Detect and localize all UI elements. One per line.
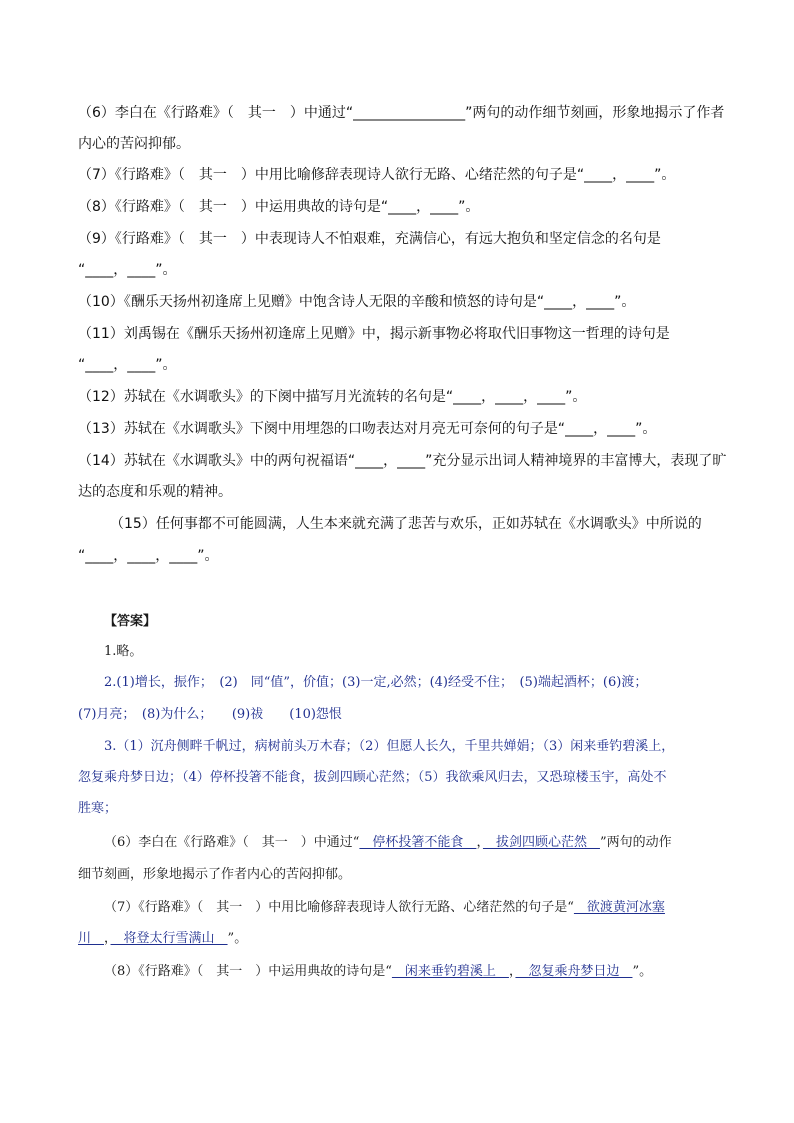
question-14-line2: 达的态度和乐观的精神。 xyxy=(78,484,232,500)
answer-7-blank-2: 将登太行雪满山 xyxy=(110,931,228,946)
answer-8-prefix: （8）《行路难》（ 其一 ）中运用典故的诗句是“ xyxy=(104,964,392,979)
answer-7-comma: ， xyxy=(104,931,111,946)
answer-7-suffix: ”。 xyxy=(227,931,248,946)
answer-heading: 【答案】 xyxy=(104,614,157,629)
answer-6-line2: 细节刻画，形象地揭示了作者内心的苦闷抑郁。 xyxy=(78,867,352,882)
answer-6-blank-2: 拔剑四顾心茫然 xyxy=(482,835,600,850)
answer-8-line1 xyxy=(104,962,652,982)
question-11-line2: “____，____”。 xyxy=(78,357,177,373)
answer-6-suffix: ”两句的动作 xyxy=(599,835,672,850)
answer-2-line2: (7)月亮； (8)为什么； (9)祓 (10)怨恨 xyxy=(78,707,342,722)
question-7: （7）《行路难》（ 其一 ）中用比喻修辞表现诗人欲行无路、心绪茫然的句子是“____，____”。 xyxy=(78,167,676,183)
answer-2-line1: 2.(1)增长，振作； (2) 同“值”，价值；(3)一定,必然；(4)经受不住； (5)端起酒杯；(6)渡； xyxy=(104,675,648,690)
answer-8-blank-2: 忽复乘舟梦日边 xyxy=(515,964,633,979)
question-11-line1: （11）刘禹锡在《酬乐天扬州初逢席上见赠》中，揭示新事物必将取代旧事物这一哲理的诗句是 xyxy=(78,326,670,342)
question-14-line1: （14）苏轼在《水调歌头》中的两句祝福语“____，____”充分显示出词人精神境界的丰富博大，表现了旷 xyxy=(78,453,727,469)
question-13: （13）苏轼在《水调歌头》下阕中用埋怨的口吻表达对月亮无可奈何的句子是“____，____”。 xyxy=(78,421,657,437)
question-6-line1: （6）李白在《行路难》（ 其一 ）中通过“________________”两句的动作细节刻画，形象地揭示了作者 xyxy=(78,105,725,121)
answer-6-line1 xyxy=(104,833,672,853)
answer-7-blank-1-cont: 川 xyxy=(78,931,105,946)
question-8: （8）《行路难》（ 其一 ）中运用典故的诗句是“____，____”。 xyxy=(78,199,480,215)
answer-8-comma: ， xyxy=(508,964,516,979)
answer-7-line2 xyxy=(78,929,247,949)
question-10: （10）《酬乐天扬州初逢席上见赠》中饱含诗人无限的辛酸和愤怒的诗句是“____，____”。 xyxy=(78,294,636,310)
answer-6-blank-1: 停杯投箸不能食 xyxy=(359,835,477,850)
answer-3-line1: 3.（1）沉舟侧畔千帆过，病树前头万木春；（2）但愿人长久，千里共婵娟；（3）闲来垂钓碧溪上， xyxy=(104,739,675,754)
question-6-line2: 内心的苦闷抑郁。 xyxy=(78,136,190,152)
answer-3-line3: 胜寒； xyxy=(78,801,118,816)
question-15-line1: （15）任何事都不可能圆满，人生本来就充满了悲苦与欢乐，正如苏轼在《水调歌头》中所说的 xyxy=(110,516,702,532)
answer-7-prefix: （7）《行路难》（ 其一 ）中用比喻修辞表现诗人欲行无路、心绪茫然的句子是“ xyxy=(104,900,574,915)
answer-1: 1.略。 xyxy=(104,644,143,659)
question-15-line2: “____，____，____”。 xyxy=(78,548,219,564)
answer-6-comma: ， xyxy=(476,835,483,850)
question-12: （12）苏轼在《水调歌头》的下阕中描写月光流转的名句是“____，____，____”。 xyxy=(78,389,587,405)
answer-8-blank-1: 闲来垂钓碧溪上 xyxy=(391,964,509,979)
question-9-line1: （9）《行路难》（ 其一 ）中表现诗人不怕艰难，充满信心，有远大抱负和坚定信念的名句是 xyxy=(78,231,661,247)
question-9-line2: “____，____”。 xyxy=(78,262,177,278)
answer-8-suffix: ”。 xyxy=(632,964,653,979)
answer-7-line1 xyxy=(104,898,665,918)
answer-7-blank-1: 欲渡黄河冰塞 xyxy=(573,900,665,915)
answer-3-line2: 忽复乘舟梦日边；（4）停杯投箸不能食，拔剑四顾心茫然；（5）我欲乘风归去，又恐琼楼玉宇，高处不 xyxy=(78,770,667,785)
answer-6-prefix: （6）李白在《行路难》（ 其一 ）中通过“ xyxy=(104,835,360,850)
